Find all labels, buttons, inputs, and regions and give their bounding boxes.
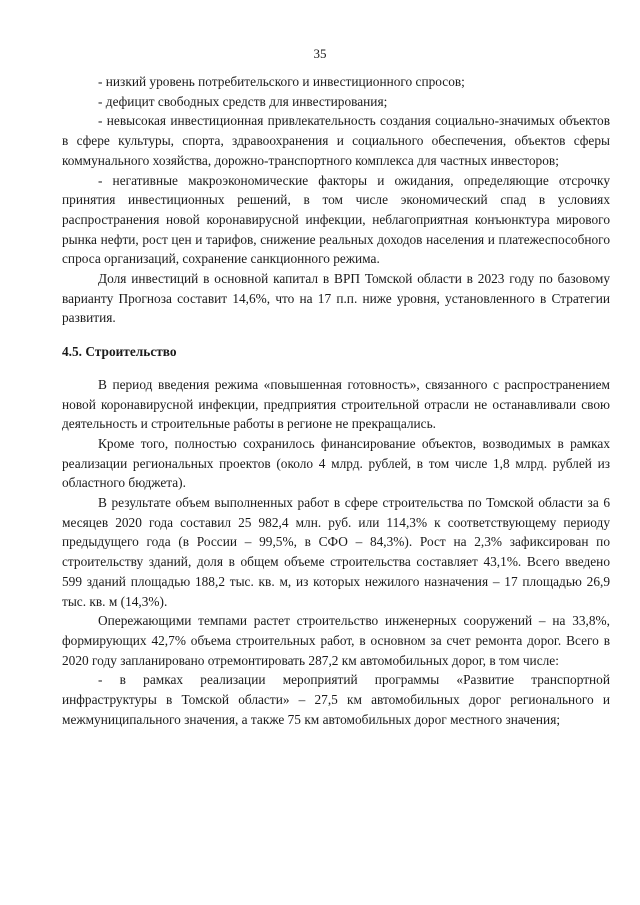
paragraph: В результате объем выполненных работ в сфере строительства по Томской области за 6 месяцев 2020 года составил 25 982,4 млн. руб. или 114,3% к соответствующему периоду предыдущего года (в России – 99,5%, в СФО – 84,3%). Рост на 2,3% зафиксирован по строительству зданий, доля в общем объеме строительства составляет 43,1%. Всего введено 599 зданий площадью 188,2 тыс. кв. м, из которых нежилого назначения – 17 площадью 26,9 тыс. кв. м (14,3%). bbox=[62, 495, 610, 609]
section-title: 4.5. Строительство bbox=[62, 344, 177, 360]
list-item: - в рамках реализации мероприятий программы «Развитие транспортной инфраструктуры в Томской области» – 27,5 км автомобильных дорог регионального и межмуниципального значения, а также 75 км автомобильных дорог местного значения; bbox=[62, 672, 610, 727]
list-item: - негативные макроэкономические факторы и ожидания, определяющие отсрочку принятия инвестиционных решений, в том числе экономический спад в условиях распространения новой коронавирусной инфекции, неблагоприятная конъюнктура мирового рынка нефти, рост цен и тарифов, снижение реальных доходов населения и платежеспособного спроса организаций, сохранение санкционного режима. bbox=[62, 172, 610, 267]
page-number: 35 bbox=[313, 46, 327, 61]
list-item: - низкий уровень потребительского и инвестиционного спросов; bbox=[98, 74, 465, 89]
paragraph: Опережающими темпами растет строительство инженерных сооружений – на 33,8%, формирующих 42,7% объема строительных работ, в основном за счет ремонта дорог. Всего в 2020 году запланировано отремонтировать 287,2 км автомобильных дорог, в том числе: bbox=[62, 613, 610, 668]
paragraph: Доля инвестиций в основной капитал в ВРП Томской области в 2023 году по базовому варианту Прогноза составит 14,6%, что на 17 п.п. ниже уровня, установленного в Стратегии развития. bbox=[62, 271, 610, 326]
paragraph: Кроме того, полностью сохранилось финансирование объектов, возводимых в рамках реализации региональных проектов (около 4 млрд. рублей, в том числе 1,8 млрд. рублей из областного бюджета). bbox=[62, 435, 610, 491]
paragraph: В период введения режима «повышенная готовность», связанного с распространением новой коронавирусной инфекции, предприятия строительной отрасли не останавливали свою деятельность и строительные работы в регионе не прекращались. bbox=[62, 376, 610, 432]
list-item: - дефицит свободных средств для инвестирования; bbox=[98, 93, 388, 109]
list-item: - невысокая инвестиционная привлекательность создания социально-значимых объектов в сфере культуры, спорта, здравоохранения и социального обеспечения, объектов сферы коммунального хозяйства, дорожно-транспортного комплекса для частных инвесторов; bbox=[62, 113, 610, 168]
page-content bbox=[62, 72, 610, 730]
